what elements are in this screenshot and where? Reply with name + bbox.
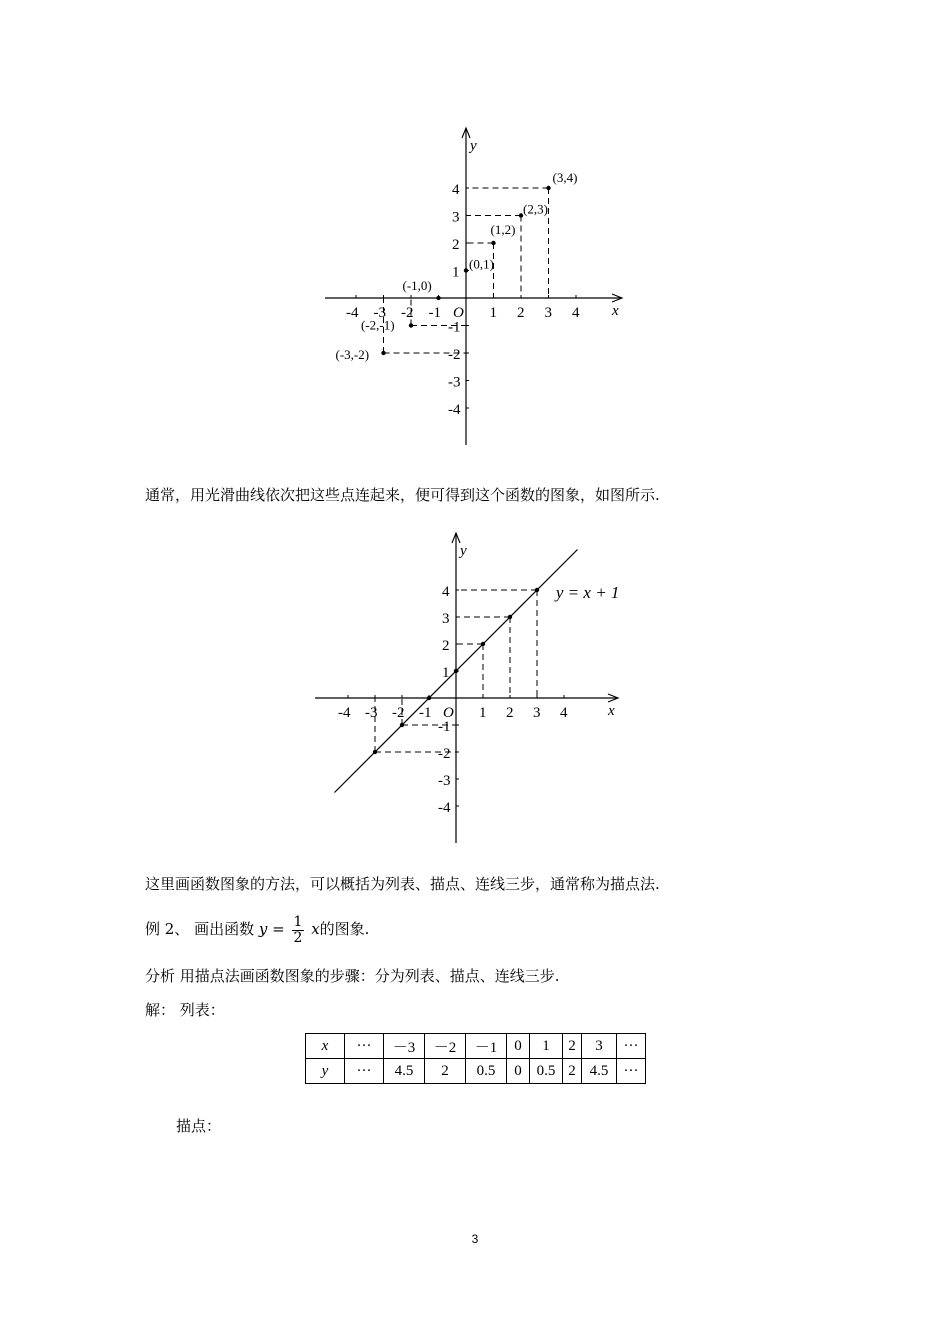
y-tick-label: 1: [452, 264, 460, 281]
table-cell: x: [306, 1034, 345, 1059]
table-cell: 0.5: [466, 1059, 507, 1084]
table-cell: 0: [507, 1034, 530, 1059]
point-label: (-1,0): [402, 278, 432, 293]
table-cell: －2: [425, 1034, 466, 1059]
y-tick-label: -4: [448, 402, 461, 418]
example-2-prefix: 例 2、 画出函数: [145, 920, 255, 938]
y-tick-label: 3: [452, 209, 460, 226]
figure-1-coordinate-plot: [320, 120, 640, 450]
data-point: [409, 323, 413, 327]
table-cell: 0: [507, 1059, 530, 1084]
data-point: [373, 750, 377, 754]
table-cell: －1: [466, 1034, 507, 1059]
y-tick-label: -2: [448, 347, 461, 363]
x-axis-label: x: [608, 703, 615, 719]
table-cell: 3: [582, 1034, 617, 1059]
data-point: [481, 642, 485, 646]
point-label: (1,2): [490, 222, 516, 237]
x-tick-label: 1: [489, 305, 497, 321]
x-tick-label: 4: [560, 705, 568, 721]
x-axis-label: x: [612, 303, 619, 319]
data-point: [464, 268, 468, 272]
data-point: [491, 241, 495, 245]
example-2-x: x: [311, 920, 320, 938]
data-point: [454, 669, 458, 673]
paragraph-smooth-curve: 通常，用光滑曲线依次把这些点连起来，便可得到这个函数的图象，如图所示.: [145, 486, 660, 504]
table-cell: ···: [345, 1059, 384, 1084]
data-point: [535, 588, 539, 592]
x-tick-label: 4: [572, 305, 580, 321]
y-tick-label: -3: [448, 374, 461, 391]
origin-label: O: [443, 705, 454, 721]
data-point: [400, 723, 404, 727]
y-tick-label: 3: [442, 611, 450, 627]
figure-2-line-graph: [310, 525, 640, 850]
table-cell: ···: [617, 1034, 646, 1059]
x-tick-label: 2: [517, 305, 525, 321]
x-tick-label: -1: [419, 705, 432, 721]
table-cell: 2: [563, 1059, 582, 1084]
data-point: [381, 351, 385, 355]
point-label: (2,3): [523, 201, 548, 217]
data-point: [427, 696, 431, 700]
table-cell: －3: [384, 1034, 425, 1059]
table-cell: ···: [345, 1034, 384, 1059]
page-number: 3: [471, 1232, 479, 1246]
paragraph-plotting-method: 这里画函数图象的方法，可以概括为列表、描点、连线三步，通常称为描点法.: [145, 875, 660, 893]
x-tick-label: -4: [346, 305, 359, 321]
x-tick-label: 3: [544, 305, 552, 321]
y-tick-label: 4: [452, 182, 460, 198]
value-table: [305, 1033, 646, 1084]
example-2: [145, 912, 369, 946]
solution-text: 解： 列表：: [145, 1001, 225, 1019]
example-2-equals: =: [272, 920, 285, 938]
y-tick-label: 1: [442, 665, 450, 681]
x-tick-label: 2: [506, 705, 514, 721]
x-tick-label: 1: [479, 705, 487, 721]
table-cell: 1: [530, 1034, 563, 1059]
data-point: [508, 615, 512, 619]
x-tick-label: -1: [428, 305, 441, 321]
table-cell: ···: [617, 1059, 646, 1084]
table-row-y: [306, 1059, 646, 1084]
y-tick-label: -1: [448, 319, 461, 336]
point-label: (0,1): [469, 256, 494, 272]
y-tick-label: 4: [442, 584, 450, 600]
origin-label: O: [453, 305, 464, 321]
data-point: [546, 186, 550, 190]
table-cell: y: [306, 1059, 345, 1084]
data-point: [436, 296, 440, 300]
point-label: (-3,-2): [335, 347, 370, 362]
x-tick-label: -2: [392, 705, 405, 721]
table-cell: 4.5: [582, 1059, 617, 1084]
fraction-denominator: 2: [293, 929, 303, 946]
table-row-x: [306, 1034, 646, 1059]
x-tick-label: -4: [338, 705, 351, 721]
x-tick-label: -3: [365, 705, 378, 721]
point-label: (3,4): [552, 170, 578, 185]
example-2-fraction: [292, 915, 305, 946]
y-tick-label: 2: [442, 638, 450, 654]
x-tick-label: -2: [401, 305, 414, 321]
table-cell: 2: [425, 1059, 466, 1084]
equation-label: y = x + 1: [555, 583, 620, 603]
x-tick-label: 3: [533, 705, 541, 721]
y-tick-label: -4: [438, 800, 451, 816]
y-axis-label: y: [470, 138, 477, 154]
y-tick-label: -3: [438, 773, 451, 789]
table-cell: 4.5: [384, 1059, 425, 1084]
point-label: (-2,-1): [361, 317, 395, 333]
y-tick-label: -2: [438, 746, 451, 762]
y-tick-label: 2: [452, 237, 460, 253]
x-tick-label: -3: [373, 305, 386, 321]
example-2-suffix: 的图象.: [319, 920, 370, 938]
table-cell: 0.5: [530, 1059, 563, 1084]
y-tick-label: -1: [438, 719, 451, 735]
example-2-y: y: [258, 920, 268, 938]
y-axis-label: y: [460, 543, 467, 559]
table-cell: 2: [563, 1034, 582, 1059]
analysis-text: 分析 用描点法画函数图象的步骤：分为列表、描点、连线三步.: [145, 967, 560, 985]
fraction-numerator: 1: [293, 913, 303, 930]
plot-points-label: 描点：: [176, 1117, 222, 1135]
